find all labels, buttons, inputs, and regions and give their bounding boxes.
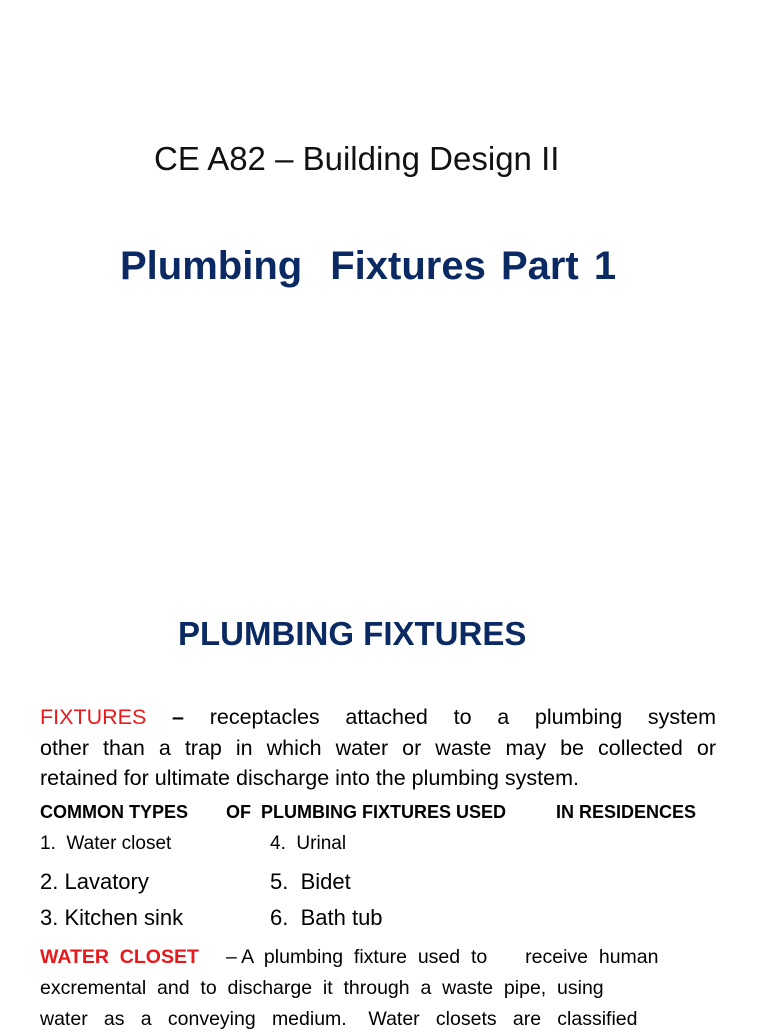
list-item-label: Lavatory — [64, 869, 149, 894]
list-item — [40, 905, 183, 931]
list-item — [270, 905, 383, 931]
slide-title-word1: Plumbing — [120, 244, 303, 288]
list-item-number: 5. — [270, 869, 289, 894]
common-types-part2: OF PLUMBING FIXTURES USED — [226, 802, 507, 822]
list-item-number: 4. — [270, 833, 286, 854]
list-item-label: Kitchen sink — [64, 905, 184, 930]
water-closet-definition — [40, 942, 702, 1035]
list-item — [270, 833, 346, 855]
definition-line-2: other than a trap in which water or waste may be collected or — [40, 735, 716, 760]
definition-line-1 — [40, 702, 716, 733]
slide-title — [120, 244, 616, 289]
fixtures-term: FIXTURES — [40, 705, 147, 729]
list-item-label: Bath tub — [300, 905, 383, 930]
water-closet-line-1 — [40, 942, 702, 973]
list-item — [40, 833, 171, 855]
definition-dash: – — [172, 705, 185, 729]
list-item — [270, 869, 351, 895]
list-item-number: 2. — [40, 869, 59, 894]
course-title: CE A82 – Building Design II — [154, 140, 560, 177]
water-closet-line-1-text: – A plumbing fixture used to receive human — [225, 946, 659, 968]
section-heading: PLUMBING FIXTURES — [178, 615, 527, 652]
common-types-part3: IN RESIDENCES — [556, 802, 697, 822]
water-closet-term: WATER CLOSET — [40, 946, 199, 968]
water-closet-line-2: excremental and to discharge it through a waste pipe, using — [40, 977, 604, 999]
water-closet-line-3: water as a conveying medium. Water closets are classified — [40, 1008, 638, 1030]
slide-title-word2: Fixtures Part 1 — [330, 244, 617, 288]
common-types-part1: COMMON TYPES — [40, 802, 189, 822]
list-item-number: 3. — [40, 905, 59, 930]
list-item — [40, 869, 149, 895]
list-item-label: Urinal — [296, 833, 347, 854]
definition-line-3: retained for ultimate discharge into the plumbing system. — [40, 766, 579, 790]
list-item-number: 6. — [270, 905, 289, 930]
list-item-number: 1. — [40, 833, 56, 854]
list-item-label: Water closet — [66, 833, 172, 854]
fixtures-definition — [40, 702, 716, 794]
list-item-label: Bidet — [300, 869, 351, 894]
definition-line-1-text: receptacles attached to a plumbing system — [209, 705, 716, 729]
